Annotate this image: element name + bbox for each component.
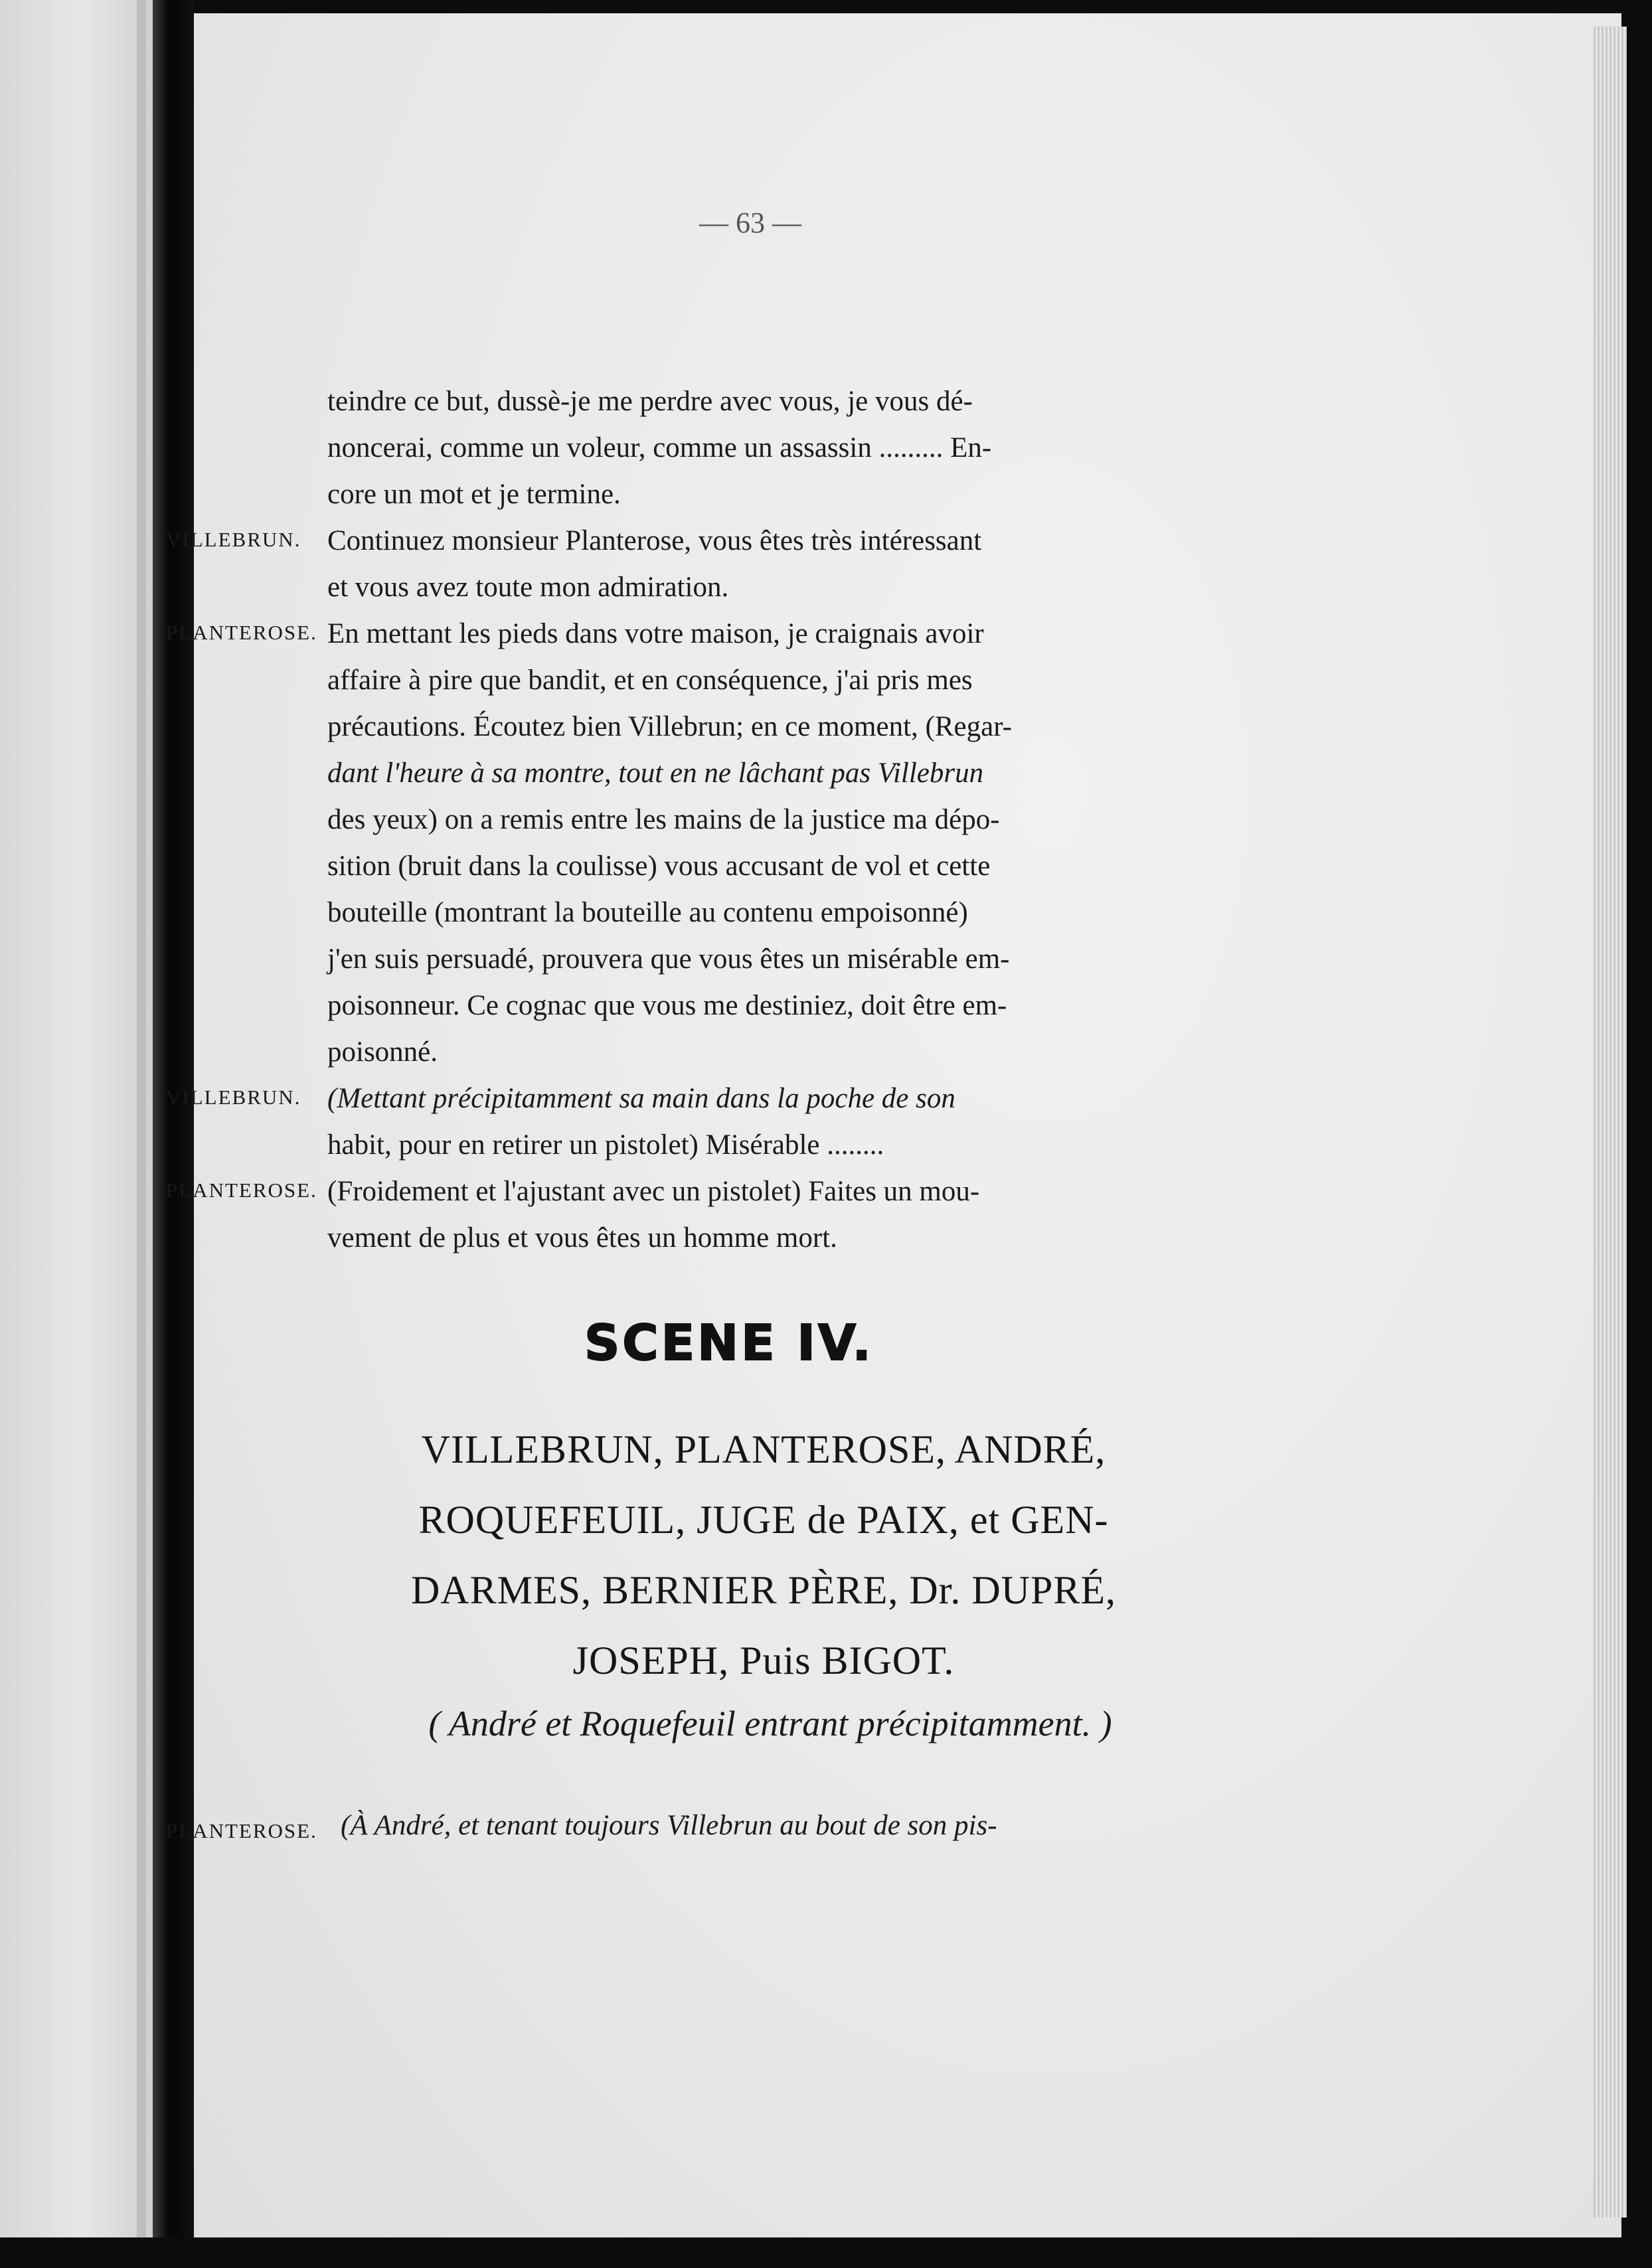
speech-line: habit, pour en retirer un pistolet) Misérable ........ <box>327 1129 884 1161</box>
speech-line: poisonné. <box>327 1036 438 1068</box>
speech-line: En mettant les pieds dans votre maison, je craignais avoir <box>327 618 984 649</box>
speech-line: poisonneur. Ce cognac que vous me destiniez, doit être em- <box>327 990 1007 1021</box>
speech-line: dant l'heure à sa montre, tout en ne lâchant pas Villebrun <box>327 758 984 789</box>
speech-line: j'en suis persuadé, prouvera que vous êtes un misérable em- <box>327 943 1010 975</box>
speaker-villebrun: VILLEBRUN. <box>166 1086 301 1109</box>
continued-speech <box>327 378 1191 518</box>
speaker-planterose: PLANTEROSE. <box>166 1819 317 1842</box>
speech-line: teindre ce but, dussè-je me perdre avec vous, je vous dé- <box>327 386 973 417</box>
speech-line: et vous avez toute mon admiration. <box>327 572 729 603</box>
page-edge-stack <box>1594 27 1627 2218</box>
cast-line: VILLEBRUN, PLANTEROSE, ANDRÉ, <box>421 1427 1106 1471</box>
left-page-edge <box>137 0 146 2268</box>
speech-line: des yeux) on a remis entre les mains de la justice ma dépo- <box>327 804 1000 835</box>
speaker-villebrun: VILLEBRUN. <box>166 528 301 551</box>
speech-line: core un mot et je termine. <box>327 479 621 510</box>
speech-villebrun-2 <box>327 1076 1191 1169</box>
speaker-planterose: PLANTEROSE. <box>166 621 317 644</box>
speech-line: affaire à pire que bandit, et en conséquence, j'ai pris mes <box>327 665 973 696</box>
scan-bottom-border <box>0 2237 1652 2268</box>
scan-top-border <box>0 0 1652 13</box>
speech-planterose-3: (À André, et tenant toujours Villebrun au bout de son pis- <box>341 1810 997 1841</box>
speech-line: noncerai, comme un voleur, comme un assassin ......... En- <box>327 432 992 463</box>
speech-line: précautions. Écoutez bien Villebrun; en ce moment, (Regar- <box>327 711 1012 742</box>
speech-planterose-2 <box>327 1169 1191 1261</box>
cast-line: DARMES, BERNIER PÈRE, Dr. DUPRÉ, <box>410 1568 1117 1612</box>
speech-line: sition (bruit dans la coulisse) vous accusant de vol et cette <box>327 850 991 882</box>
speech-villebrun-1 <box>327 518 1191 611</box>
speech-line: bouteille (montrant la bouteille au contenu empoisonné) <box>327 897 968 928</box>
speech-line: (Mettant précipitamment sa main dans la poche de son <box>327 1083 955 1114</box>
stage-direction: ( André et Roquefeuil entrant précipitamment. ) <box>428 1704 1112 1743</box>
speech-line: Continuez monsieur Planterose, vous êtes très intéressant <box>327 525 982 556</box>
cast-line: ROQUEFEUIL, JUGE de PAIX, et GEN- <box>418 1498 1109 1542</box>
speech-line: vement de plus et vous êtes un homme mort. <box>327 1222 837 1254</box>
left-page-margin <box>0 0 153 2268</box>
page-number: — 63 — <box>699 206 801 239</box>
speech-line: (Froidement et l'ajustant avec un pistolet) Faites un mou- <box>327 1176 980 1207</box>
speaker-planterose: PLANTEROSE. <box>166 1178 317 1202</box>
cast-line: JOSEPH, Puis BIGOT. <box>572 1639 955 1682</box>
speech-planterose-1 <box>327 611 1191 1076</box>
book-gutter <box>153 0 194 2268</box>
scene-heading: SCENE IV. <box>584 1315 874 1372</box>
